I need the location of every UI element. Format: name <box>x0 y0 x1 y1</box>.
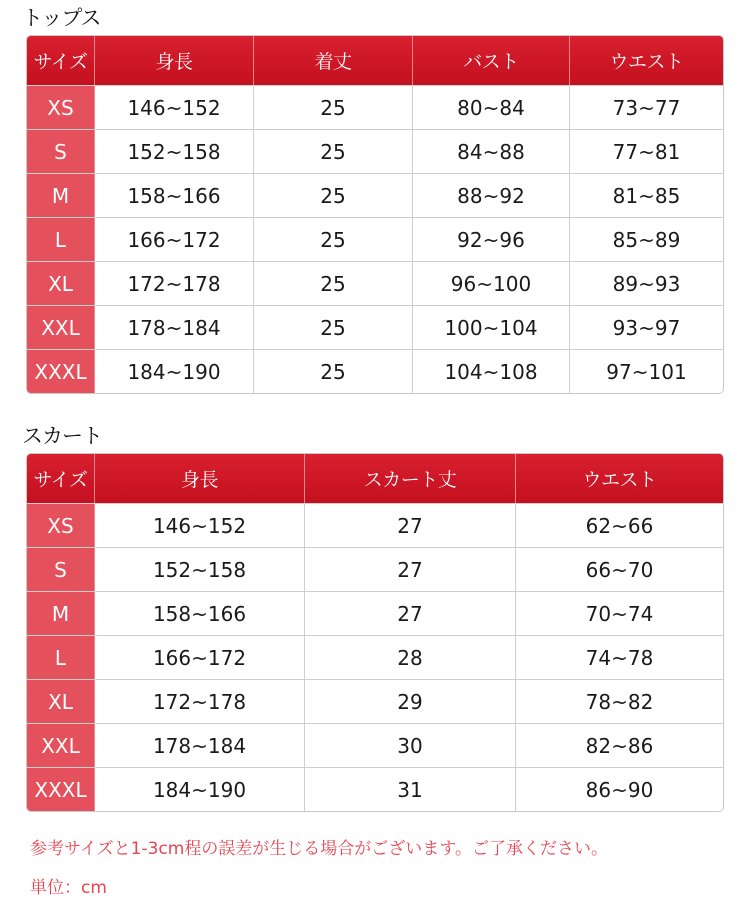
table-header-row <box>27 36 723 85</box>
skirt-length-value: 29 <box>304 680 515 723</box>
table-row <box>27 679 723 723</box>
height-value: 172~178 <box>94 680 304 723</box>
header-cell-waist: ウエスト <box>569 36 723 85</box>
waist-value: 81~85 <box>569 174 723 217</box>
header-cell-bust: バスト <box>412 36 569 85</box>
length-value: 25 <box>253 350 412 393</box>
height-value: 166~172 <box>94 218 253 261</box>
table-row <box>27 305 723 349</box>
height-value: 184~190 <box>94 350 253 393</box>
waist-value: 66~70 <box>515 548 723 591</box>
skirt-length-value: 30 <box>304 724 515 767</box>
table-row <box>27 217 723 261</box>
height-value: 146~152 <box>94 86 253 129</box>
table-row <box>27 591 723 635</box>
size-label: M <box>27 592 94 635</box>
bust-value: 104~108 <box>412 350 569 393</box>
bust-value: 84~88 <box>412 130 569 173</box>
waist-value: 86~90 <box>515 768 723 811</box>
waist-value: 97~101 <box>569 350 723 393</box>
height-value: 172~178 <box>94 262 253 305</box>
height-value: 152~158 <box>94 548 304 591</box>
bust-value: 80~84 <box>412 86 569 129</box>
height-value: 178~184 <box>94 306 253 349</box>
skirt-size-table <box>26 453 724 812</box>
height-value: 152~158 <box>94 130 253 173</box>
size-label: XL <box>27 262 94 305</box>
height-value: 166~172 <box>94 636 304 679</box>
table-row <box>27 547 723 591</box>
waist-value: 77~81 <box>569 130 723 173</box>
size-label: XXXL <box>27 768 94 811</box>
length-value: 25 <box>253 306 412 349</box>
waist-value: 78~82 <box>515 680 723 723</box>
waist-value: 74~78 <box>515 636 723 679</box>
header-cell-height: 身長 <box>94 36 253 85</box>
size-label: XXL <box>27 724 94 767</box>
bust-value: 92~96 <box>412 218 569 261</box>
height-value: 184~190 <box>94 768 304 811</box>
waist-value: 62~66 <box>515 504 723 547</box>
table-row <box>27 723 723 767</box>
height-value: 158~166 <box>94 592 304 635</box>
skirt-title: スカート <box>22 424 102 448</box>
skirt-length-value: 27 <box>304 504 515 547</box>
bust-value: 88~92 <box>412 174 569 217</box>
bust-value: 100~104 <box>412 306 569 349</box>
header-cell-size: サイズ <box>33 469 88 491</box>
size-label: XS <box>27 86 94 129</box>
height-value: 146~152 <box>94 504 304 547</box>
tops-size-table <box>26 35 724 394</box>
table-row <box>27 173 723 217</box>
waist-value: 70~74 <box>515 592 723 635</box>
waist-value: 85~89 <box>569 218 723 261</box>
length-value: 25 <box>253 130 412 173</box>
length-value: 25 <box>253 262 412 305</box>
skirt-length-value: 28 <box>304 636 515 679</box>
waist-value: 93~97 <box>569 306 723 349</box>
size-label: M <box>27 174 94 217</box>
size-label: S <box>27 130 94 173</box>
height-value: 158~166 <box>94 174 253 217</box>
size-disclaimer-note: 参考サイズと1-3cm程の誤差が生じる場合がございます。ご了承ください。 <box>30 839 608 859</box>
size-label: L <box>27 218 94 261</box>
skirt-length-value: 27 <box>304 592 515 635</box>
length-value: 25 <box>253 218 412 261</box>
header-cell-skirt-length: スカート丈 <box>304 454 515 503</box>
skirt-length-value: 27 <box>304 548 515 591</box>
height-value: 178~184 <box>94 724 304 767</box>
length-value: 25 <box>253 174 412 217</box>
table-row <box>27 261 723 305</box>
table-row <box>27 767 723 811</box>
tops-title: トップス <box>22 6 101 30</box>
size-label: XXL <box>27 306 94 349</box>
unit-note: 単位：cm <box>30 878 107 898</box>
table-row <box>27 349 723 393</box>
bust-value: 96~100 <box>412 262 569 305</box>
table-row <box>27 85 723 129</box>
length-value: 25 <box>253 86 412 129</box>
header-cell-waist: ウエスト <box>515 454 723 503</box>
skirt-length-value: 31 <box>304 768 515 811</box>
table-row <box>27 635 723 679</box>
size-label: XS <box>27 504 94 547</box>
size-label: XL <box>27 680 94 723</box>
waist-value: 89~93 <box>569 262 723 305</box>
waist-value: 82~86 <box>515 724 723 767</box>
table-header-row <box>27 454 723 503</box>
size-label: L <box>27 636 94 679</box>
table-row <box>27 129 723 173</box>
waist-value: 73~77 <box>569 86 723 129</box>
table-row <box>27 503 723 547</box>
header-cell-size: サイズ <box>33 51 88 73</box>
header-cell-length: 着丈 <box>253 36 412 85</box>
header-cell-height: 身長 <box>94 454 304 503</box>
size-label: S <box>27 548 94 591</box>
size-label: XXXL <box>27 350 94 393</box>
